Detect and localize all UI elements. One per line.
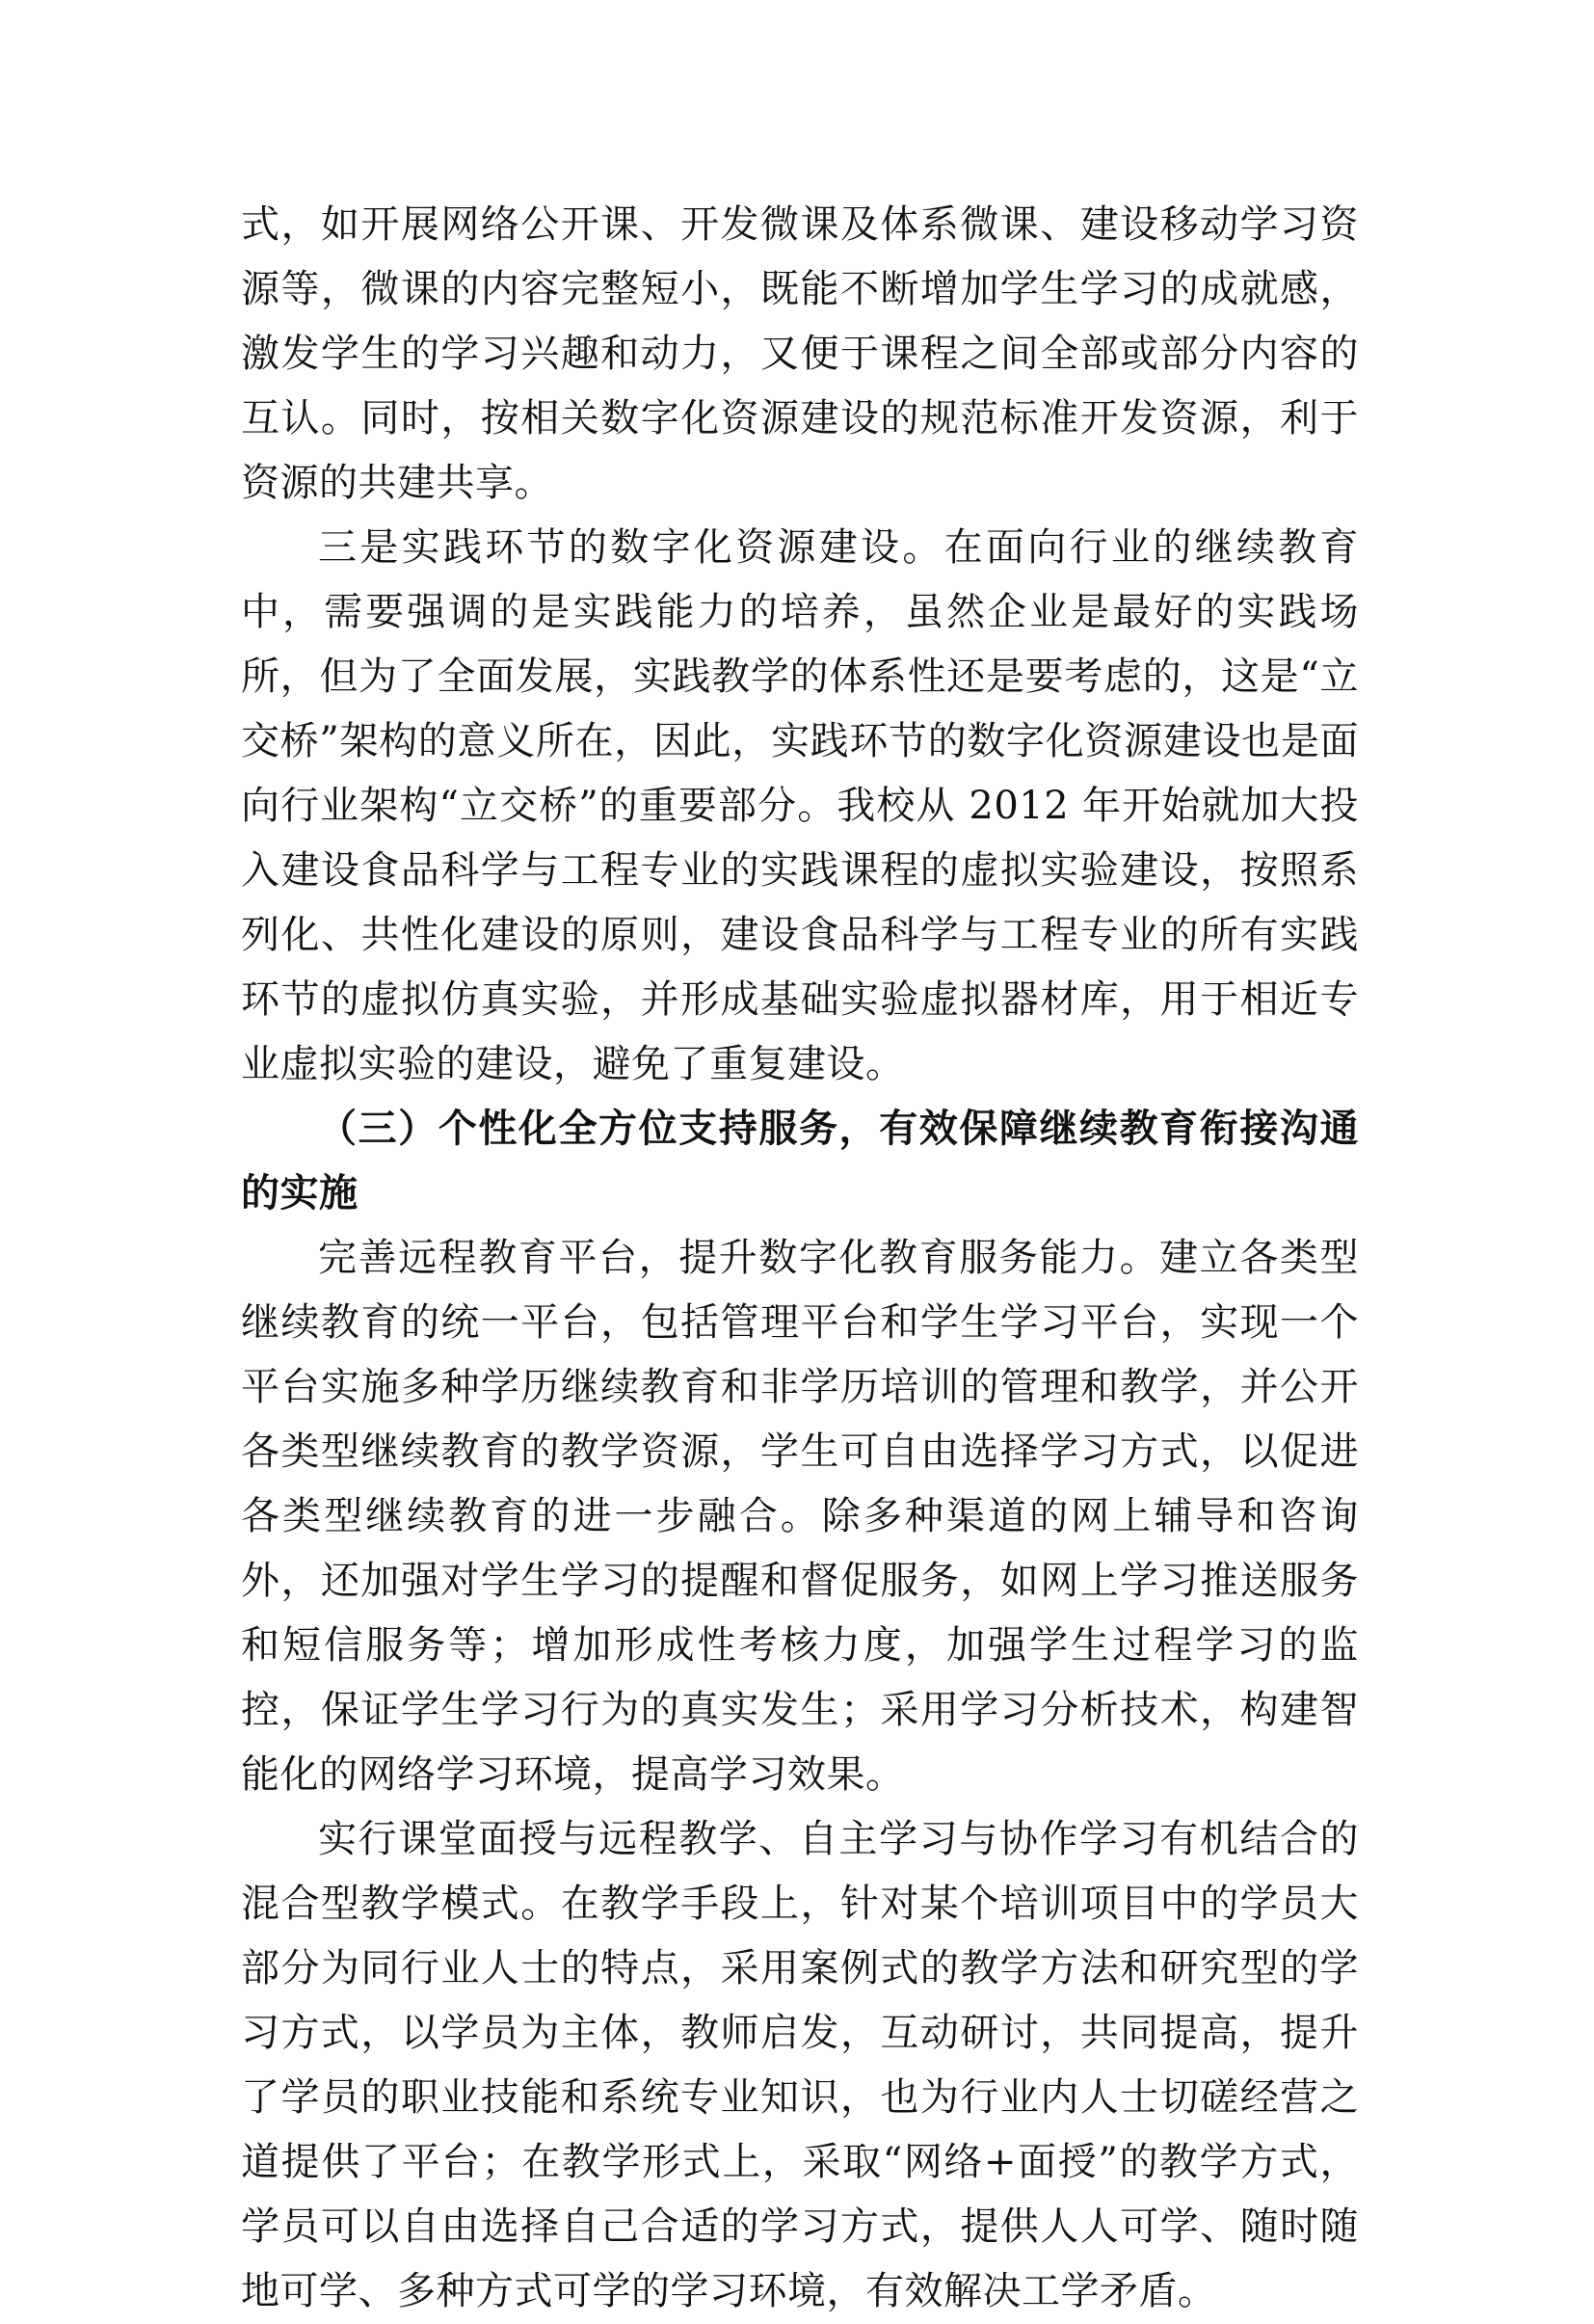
section-heading: （三）个性化全方位支持服务，有效保障继续教育衔接沟通的实施	[241, 1107, 1359, 1215]
paragraph-blended-teaching: 实行课堂面授与远程教学、自主学习与协作学习有机结合的混合型教学模式。在教学手段上，针对某个培训项目中的学员大部分为同行业人士的特点，采用案例式的教学方法和研究型的学习方式，以学员为主体，教师启发，互动研讨，共同提高，提升了学员的职业技能和系统专业知识，也为行业内人士切磋经营之道提供了平台；在教学形式上，采取“网络+面授”的教学方式，学员可以自由选择自己合适的学习方式，提供人人可学、随时随地可学、多种方式可学的学习环境，有效解决工学矛盾。	[241, 1817, 1359, 2313]
paragraph-practice-resources: 三是实践环节的数字化资源建设。在面向行业的继续教育中，需要强调的是实践能力的培养，虽然企业是最好的实践场所，但为了全面发展，实践教学的体系性还是要考虑的，这是“立交桥”架构的意义所在，因此，实践环节的数字化资源建设也是面向行业架构“立交桥”的重要部分。我校从 2012 年开始就加大投入建设食品科学与工程专业的实践课程的虚拟实验建设，按照系列化、共性化建设的原则，建设食品科学与工程专业的所有实践环节的虚拟仿真实验，并形成基础实验虚拟器材库，用于相近专业虚拟实验的建设，避免了重复建设。	[241, 525, 1359, 1086]
paragraph-platform: 完善远程教育平台，提升数字化教育服务能力。建立各类型继续教育的统一平台，包括管理平台和学生学习平台，实现一个平台实施多种学历继续教育和非学历培训的管理和教学，并公开各类型继续教育的教学资源，学生可自由选择学习方式，以促进各类型继续教育的进一步融合。除多种渠道的网上辅导和咨询外，还加强对学生学习的提醒和督促服务，如网上学习推送服务和短信服务等；增加形成性考核力度，加强学生过程学习的监控，保证学生学习行为的真实发生；采用学习分析技术，构建智能化的网络学习环境，提高学习效果。	[241, 1236, 1359, 1797]
paragraph-continuation: 式，如开展网络公开课、开发微课及体系微课、建设移动学习资源等，微课的内容完整短小，既能不断增加学生学习的成就感，激发学生的学习兴趣和动力，又便于课程之间全部或部分内容的互认。同时，按相关数字化资源建设的规范标准开发资源，利于资源的共建共享。	[241, 202, 1359, 505]
document-page	[241, 193, 1359, 2324]
